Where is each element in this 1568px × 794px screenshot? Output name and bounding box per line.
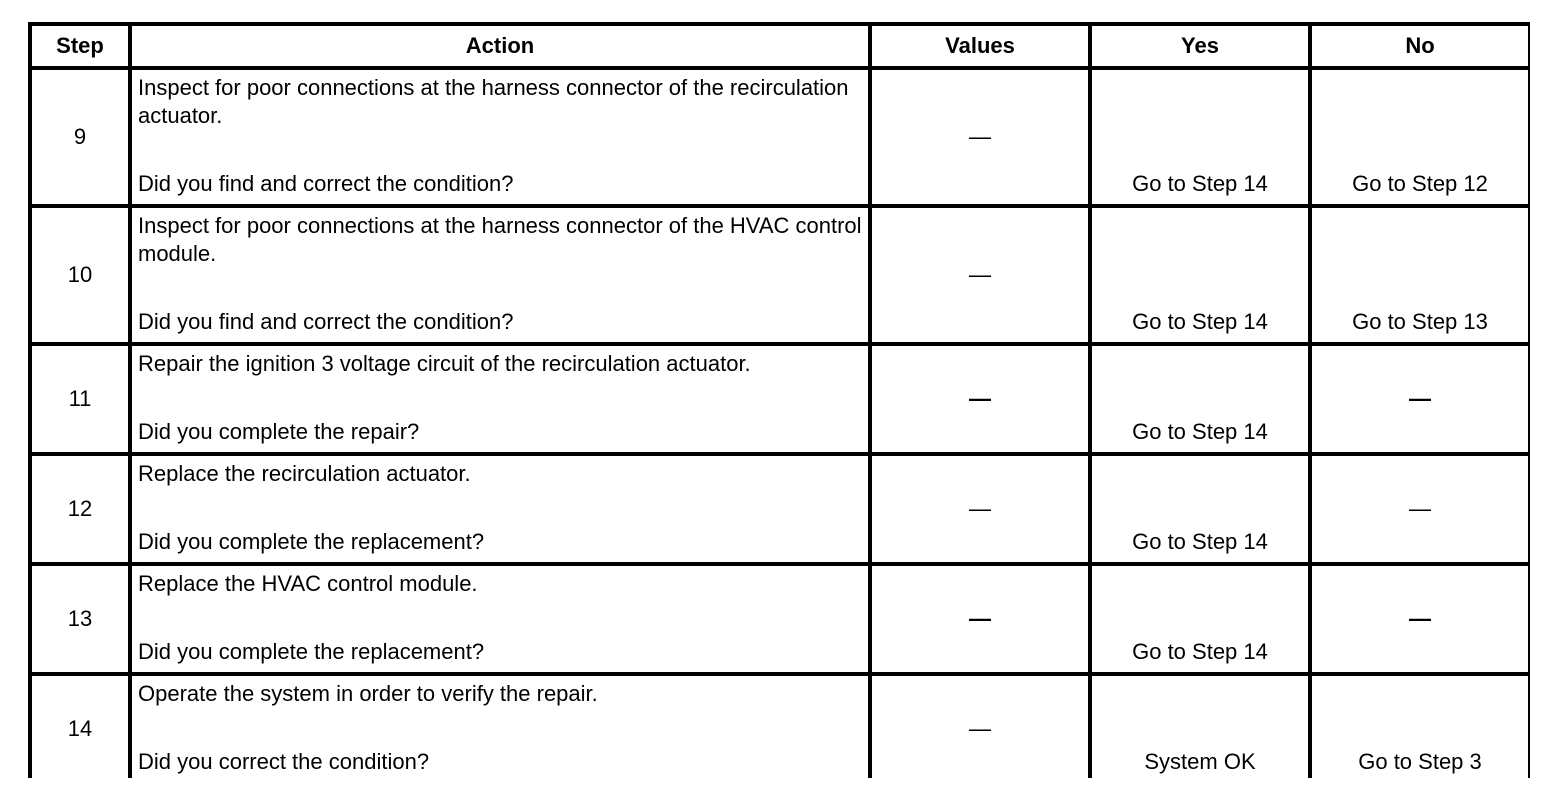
action-question: Did you find and correct the condition? <box>138 309 514 334</box>
action-instruction: Inspect for poor connections at the harness connector of the HVAC control module. <box>138 213 862 266</box>
action-cell <box>132 566 868 672</box>
no-result: Go to Step 3 <box>1358 749 1482 774</box>
action-cell <box>132 208 868 342</box>
step-number: 11 <box>32 346 128 452</box>
action-instruction: Replace the HVAC control module. <box>138 571 478 596</box>
action-instruction: Replace the recirculation actuator. <box>138 461 471 486</box>
values-cell: — <box>872 208 1088 342</box>
action-question: Did you find and correct the condition? <box>138 171 514 196</box>
yes-result: System OK <box>1144 749 1256 774</box>
yes-result: Go to Step 14 <box>1132 419 1268 444</box>
action-question: Did you complete the replacement? <box>138 529 485 554</box>
yes-cell <box>1092 456 1308 562</box>
step-number: 12 <box>32 456 128 562</box>
yes-result: Go to Step 14 <box>1132 529 1268 554</box>
yes-result: Go to Step 14 <box>1132 309 1268 334</box>
action-cell <box>132 676 868 782</box>
yes-cell <box>1092 208 1308 342</box>
yes-cell <box>1092 70 1308 204</box>
values-cell: — <box>872 346 1088 452</box>
action-question: Did you complete the repair? <box>138 419 420 444</box>
values-cell: — <box>872 70 1088 204</box>
no-cell <box>1312 676 1528 782</box>
no-cell <box>1312 70 1528 204</box>
step-number: 13 <box>32 566 128 672</box>
header-action: Action <box>132 26 868 66</box>
yes-cell <box>1092 566 1308 672</box>
header-step: Step <box>32 26 128 66</box>
action-cell <box>132 70 868 204</box>
no-cell <box>1312 346 1528 452</box>
action-question: Did you correct the condition? <box>138 749 430 774</box>
yes-cell <box>1092 346 1308 452</box>
no-result: Go to Step 12 <box>1352 171 1488 196</box>
values-cell: — <box>872 676 1088 782</box>
yes-result: Go to Step 14 <box>1132 639 1268 664</box>
no-cell <box>1312 456 1528 562</box>
diagnostic-table <box>28 22 1530 778</box>
no-result: — <box>1409 386 1431 411</box>
action-cell <box>132 346 868 452</box>
action-instruction: Inspect for poor connections at the harness connector of the recirculation actuator. <box>138 75 849 128</box>
no-cell <box>1312 208 1528 342</box>
no-cell <box>1312 566 1528 672</box>
action-instruction: Repair the ignition 3 voltage circuit of the recirculation actuator. <box>138 351 751 376</box>
no-result: — <box>1409 496 1431 521</box>
action-instruction: Operate the system in order to verify the repair. <box>138 681 598 706</box>
action-cell <box>132 456 868 562</box>
yes-cell <box>1092 676 1308 782</box>
step-number: 10 <box>32 208 128 342</box>
action-question: Did you complete the replacement? <box>138 639 485 664</box>
header-no: No <box>1312 26 1528 66</box>
values-cell: — <box>872 456 1088 562</box>
yes-result: Go to Step 14 <box>1132 171 1268 196</box>
step-number: 14 <box>32 676 128 782</box>
header-yes: Yes <box>1092 26 1308 66</box>
step-number: 9 <box>32 70 128 204</box>
no-result: Go to Step 13 <box>1352 309 1488 334</box>
no-result: — <box>1409 606 1431 631</box>
values-cell: — <box>872 566 1088 672</box>
header-values: Values <box>872 26 1088 66</box>
